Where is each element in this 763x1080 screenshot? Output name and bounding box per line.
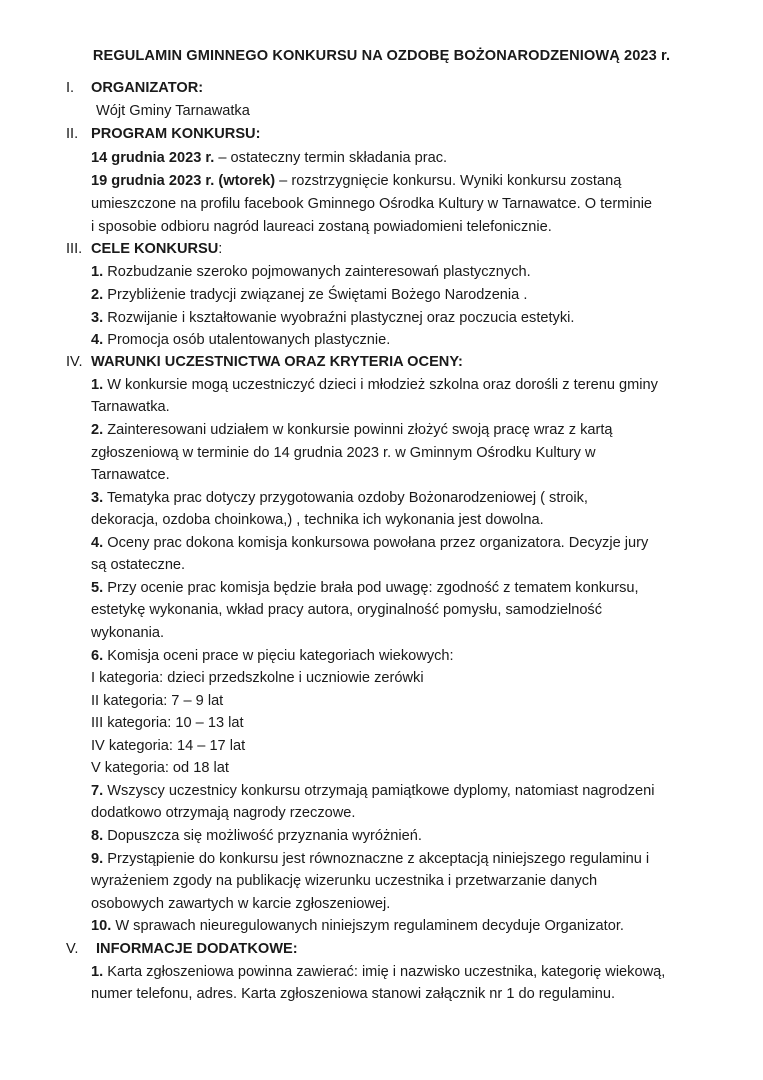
program-results bbox=[91, 170, 731, 193]
list-item bbox=[91, 848, 731, 871]
age-category: III kategoria: 10 – 13 lat bbox=[91, 715, 244, 731]
age-category: V kategoria: od 18 lat bbox=[91, 760, 229, 776]
age-category: II kategoria: 7 – 9 lat bbox=[91, 693, 224, 709]
section-title: ORGANIZATOR: bbox=[91, 80, 204, 96]
section-title: WARUNKI UCZESTNICTWA ORAZ KRYTERIA OCENY: bbox=[91, 354, 463, 370]
item-number: 1. bbox=[91, 377, 104, 393]
list-item-line: Tarnawatka. bbox=[91, 399, 170, 415]
item-text: Oceny prac dokona komisja konkursowa powołana przez organizatora. Decyzje jury bbox=[103, 535, 649, 551]
section-heading-additional-info bbox=[66, 938, 736, 961]
list-item-line: numer telefonu, adres. Karta zgłoszeniowa stanowi załącznik nr 1 do regulaminu. bbox=[91, 986, 616, 1002]
item-number: 1. bbox=[91, 964, 104, 980]
item-text: Dopuszcza się możliwość przyznania wyróżnień. bbox=[103, 828, 422, 844]
list-item-line: dodatkowo otrzymają nagrody rzeczowe. bbox=[91, 805, 356, 821]
list-item-line: zgłoszeniową w terminie do 14 grudnia 2023 r. w Gminnym Ośrodku Kultury w bbox=[91, 445, 596, 461]
program-deadline bbox=[91, 147, 731, 170]
section-title: CELE KONKURSU bbox=[91, 241, 219, 257]
section-number: V. bbox=[66, 941, 79, 957]
list-item-line: osobowych zawartych w karcie zgłoszeniowej. bbox=[91, 896, 391, 912]
item-text: W sprawach nieuregulowanych niniejszym regulaminem decyduje Organizator. bbox=[111, 918, 624, 934]
list-item-line: estetykę wykonania, wkład pracy autora, oryginalność pomysłu, samodzielność bbox=[91, 602, 603, 618]
list-item bbox=[91, 825, 731, 848]
date-text: – rozstrzygnięcie konkursu. Wyniki konkursu zostaną bbox=[275, 173, 622, 189]
list-item-line: są ostateczne. bbox=[91, 557, 186, 573]
list-item bbox=[91, 577, 731, 600]
section-number: I. bbox=[66, 80, 75, 96]
item-text: Rozwijanie i kształtowanie wyobraźni plastycznej oraz poczucia estetyki. bbox=[103, 310, 575, 326]
item-text: Promocja osób utalentowanych plastycznie. bbox=[103, 332, 391, 348]
list-item bbox=[91, 961, 731, 984]
item-text: Komisja oceni prace w pięciu kategoriach wiekowych: bbox=[103, 648, 454, 664]
list-item bbox=[91, 487, 731, 510]
item-number: 8. bbox=[91, 828, 104, 844]
list-item bbox=[91, 532, 731, 555]
date-bold: 14 grudnia 2023 r. bbox=[91, 150, 215, 166]
section-number: IV. bbox=[66, 354, 83, 370]
list-item bbox=[91, 915, 731, 938]
list-item-line: Tarnawatce. bbox=[91, 467, 170, 483]
section-title: INFORMACJE DODATKOWE: bbox=[96, 941, 298, 957]
item-number: 9. bbox=[91, 851, 104, 867]
list-item bbox=[91, 780, 731, 803]
item-number: 6. bbox=[91, 648, 104, 664]
colon: : bbox=[218, 241, 223, 257]
item-text: Tematyka prac dotyczy przygotowania ozdoby Bożonarodzeniowej ( stroik, bbox=[103, 490, 588, 506]
item-text: Przystąpienie do konkursu jest równoznaczne z akceptacją niniejszego regulaminu i bbox=[103, 851, 650, 867]
list-item-line: wyrażeniem zgody na publikację wizerunku uczestnika i przetwarzanie danych bbox=[91, 873, 598, 889]
list-item-line: dekoracja, ozdoba choinkowa,) , technika ich wykonania jest dowolna. bbox=[91, 512, 544, 528]
item-text: W konkursie mogą uczestniczyć dzieci i młodzież szkolna oraz dorośli z terenu gminy bbox=[103, 377, 658, 393]
document-title: REGULAMIN GMINNEGO KONKURSU NA OZDOBĘ BOŻONARODZENIOWĄ 2023 r. bbox=[92, 48, 671, 64]
list-item bbox=[91, 261, 731, 284]
item-text: Rozbudzanie szeroko pojmowanych zainteresowań plastycznych. bbox=[103, 264, 531, 280]
item-number: 2. bbox=[91, 287, 104, 303]
list-item bbox=[91, 645, 731, 668]
date-bold: 19 grudnia 2023 r. (wtorek) bbox=[91, 173, 276, 189]
item-number: 7. bbox=[91, 783, 104, 799]
item-number: 10. bbox=[91, 918, 112, 934]
section-title: PROGRAM KONKURSU: bbox=[91, 126, 261, 142]
item-number: 1. bbox=[91, 264, 104, 280]
item-text: Przybliżenie tradycji związanej ze Świętami Bożego Narodzenia . bbox=[103, 287, 528, 303]
item-text: Wszyscy uczestnicy konkursu otrzymają pamiątkowe dyplomy, natomiast nagrodzeni bbox=[103, 783, 655, 799]
age-category: IV kategoria: 14 – 17 lat bbox=[91, 738, 246, 754]
section-heading-goals bbox=[66, 238, 731, 261]
item-number: 4. bbox=[91, 535, 104, 551]
item-text: Karta zgłoszeniowa powinna zawierać: imię i nazwisko uczestnika, kategorię wiekową, bbox=[103, 964, 666, 980]
section-heading-conditions bbox=[66, 351, 731, 374]
list-item bbox=[91, 329, 731, 352]
organizer-name: Wójt Gminy Tarnawatka bbox=[96, 103, 250, 119]
section-heading-program bbox=[66, 123, 731, 146]
section-number: III. bbox=[66, 241, 83, 257]
item-number: 3. bbox=[91, 310, 104, 326]
item-number: 3. bbox=[91, 490, 104, 506]
item-text: Zainteresowani udziałem w konkursie powinni złożyć swoją pracę wraz z kartą bbox=[103, 422, 613, 438]
list-item bbox=[91, 284, 731, 307]
section-number: II. bbox=[66, 126, 79, 142]
list-item bbox=[91, 374, 731, 397]
item-number: 4. bbox=[91, 332, 104, 348]
list-item bbox=[91, 307, 731, 330]
section-heading-organizer bbox=[66, 77, 731, 100]
program-results-line: i sposobie odbioru nagród laureaci zostaną powiadomieni telefonicznie. bbox=[91, 219, 552, 235]
age-category: I kategoria: dzieci przedszkolne i uczniowie zerówki bbox=[91, 670, 424, 686]
item-number: 5. bbox=[91, 580, 104, 596]
program-results-line: umieszczone na profilu facebook Gminnego Ośrodka Kultury w Tarnawatce. O terminie bbox=[91, 196, 653, 212]
list-item bbox=[91, 419, 731, 442]
item-text: Przy ocenie prac komisja będzie brała pod uwagę: zgodność z tematem konkursu, bbox=[103, 580, 639, 596]
item-number: 2. bbox=[91, 422, 104, 438]
list-item-line: wykonania. bbox=[91, 625, 165, 641]
date-text: – ostateczny termin składania prac. bbox=[214, 150, 448, 166]
